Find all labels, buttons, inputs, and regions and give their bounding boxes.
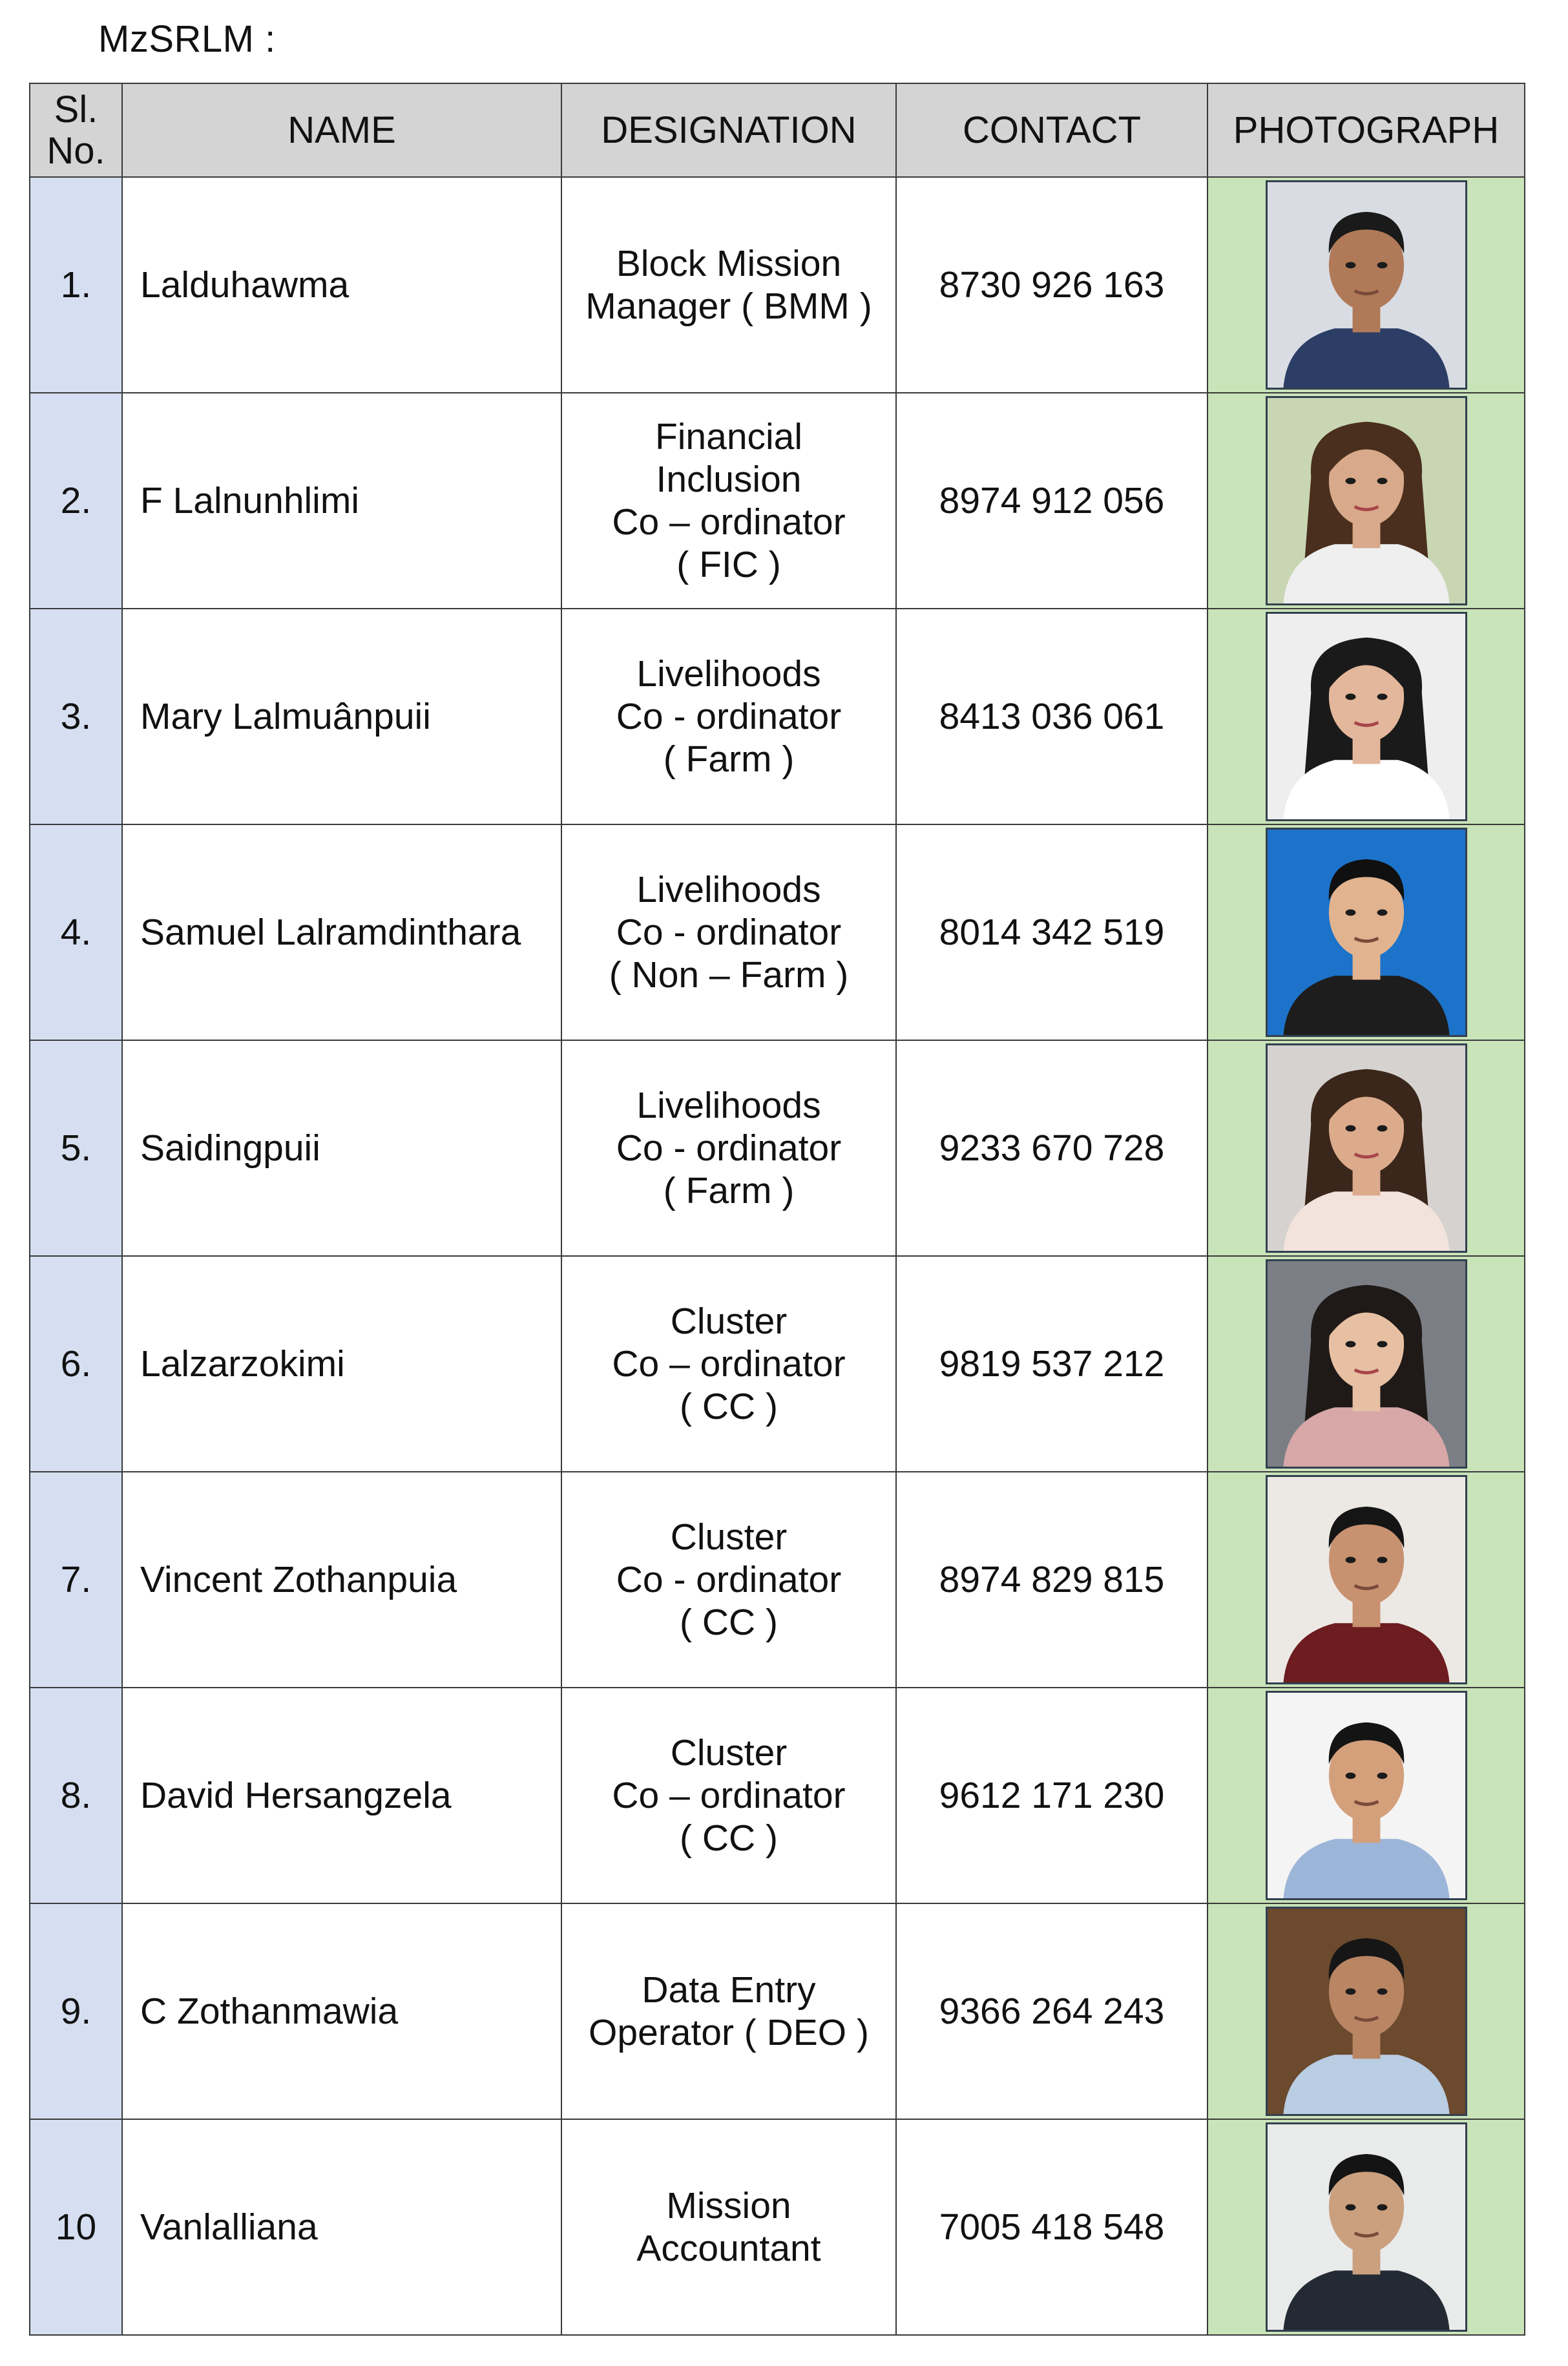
row-name: Samuel Lalramdinthara (122, 824, 561, 1040)
row-designation: Cluster Co – ordinator ( CC ) (561, 1256, 896, 1472)
row-photo-cell (1207, 177, 1525, 393)
female-portrait-icon (1268, 1261, 1465, 1467)
table-row (30, 2119, 1525, 2335)
header-photograph: PHOTOGRAPH (1207, 83, 1525, 177)
male-portrait-icon (1268, 1909, 1465, 2114)
table-header (30, 83, 1525, 177)
table-row (30, 177, 1525, 393)
photograph (1266, 2122, 1467, 2332)
row-slno: 2. (30, 393, 122, 609)
row-designation: Cluster Co – ordinator ( CC ) (561, 1688, 896, 1903)
table-row (30, 1688, 1525, 1903)
row-name: Mary Lalmuânpuii (122, 609, 561, 824)
table-body (30, 177, 1525, 2335)
table-row (30, 1903, 1525, 2119)
row-designation: Cluster Co - ordinator ( CC ) (561, 1472, 896, 1688)
photograph (1266, 396, 1467, 605)
row-slno: 8. (30, 1688, 122, 1903)
male-portrait-icon (1268, 182, 1465, 388)
header-slno: Sl. No. (30, 83, 122, 177)
male-portrait-icon (1268, 830, 1465, 1035)
header-row (30, 83, 1525, 177)
staff-table (29, 83, 1525, 2336)
photograph (1266, 612, 1467, 821)
female-portrait-icon (1268, 614, 1465, 819)
row-name: C Zothanmawia (122, 1903, 561, 2119)
female-portrait-icon (1268, 398, 1465, 603)
row-contact: 9819 537 212 (896, 1256, 1207, 1472)
male-portrait-icon (1268, 1693, 1465, 1898)
row-slno: 9. (30, 1903, 122, 2119)
row-name: F Lalnunhlimi (122, 393, 561, 609)
row-contact: 9612 171 230 (896, 1688, 1207, 1903)
page-heading: MzSRLM : (98, 18, 276, 60)
row-contact: 8974 912 056 (896, 393, 1207, 609)
row-photo-cell (1207, 1040, 1525, 1256)
female-portrait-icon (1268, 1045, 1465, 1251)
row-designation: Data Entry Operator ( DEO ) (561, 1903, 896, 2119)
row-photo-cell (1207, 1472, 1525, 1688)
row-photo-cell (1207, 609, 1525, 824)
row-name: Saidingpuii (122, 1040, 561, 1256)
photograph (1266, 1907, 1467, 2116)
row-slno: 1. (30, 177, 122, 393)
header-name: NAME (122, 83, 561, 177)
row-contact: 9366 264 243 (896, 1903, 1207, 2119)
table-row (30, 393, 1525, 609)
row-name: Lalzarzokimi (122, 1256, 561, 1472)
row-contact: 8413 036 061 (896, 609, 1207, 824)
header-contact: CONTACT (896, 83, 1207, 177)
row-designation: Livelihoods Co - ordinator ( Farm ) (561, 609, 896, 824)
row-slno: 3. (30, 609, 122, 824)
row-name: David Hersangzela (122, 1688, 561, 1903)
table-row (30, 1472, 1525, 1688)
table-row (30, 1256, 1525, 1472)
row-contact: 7005 418 548 (896, 2119, 1207, 2335)
row-name: Vincent Zothanpuia (122, 1472, 561, 1688)
row-designation: Financial Inclusion Co – ordinator ( FIC ) (561, 393, 896, 609)
row-photo-cell (1207, 2119, 1525, 2335)
row-designation: Livelihoods Co - ordinator ( Non – Farm ) (561, 824, 896, 1040)
row-name: Lalduhawma (122, 177, 561, 393)
row-contact: 8730 926 163 (896, 177, 1207, 393)
row-photo-cell (1207, 1903, 1525, 2119)
row-slno: 4. (30, 824, 122, 1040)
photograph (1266, 1475, 1467, 1684)
row-slno: 7. (30, 1472, 122, 1688)
row-photo-cell (1207, 824, 1525, 1040)
row-designation: Mission Accountant (561, 2119, 896, 2335)
photograph (1266, 1259, 1467, 1469)
header-designation: DESIGNATION (561, 83, 896, 177)
row-slno: 10 (30, 2119, 122, 2335)
photograph (1266, 180, 1467, 390)
row-designation: Livelihoods Co - ordinator ( Farm ) (561, 1040, 896, 1256)
row-contact: 8014 342 519 (896, 824, 1207, 1040)
row-photo-cell (1207, 1256, 1525, 1472)
row-slno: 5. (30, 1040, 122, 1256)
table-row (30, 1040, 1525, 1256)
photograph (1266, 828, 1467, 1037)
row-photo-cell (1207, 1688, 1525, 1903)
row-photo-cell (1207, 393, 1525, 609)
table-row (30, 824, 1525, 1040)
row-contact: 8974 829 815 (896, 1472, 1207, 1688)
row-designation: Block Mission Manager ( BMM ) (561, 177, 896, 393)
table-row (30, 609, 1525, 824)
row-name: Vanlalliana (122, 2119, 561, 2335)
row-contact: 9233 670 728 (896, 1040, 1207, 1256)
photograph (1266, 1691, 1467, 1900)
row-slno: 6. (30, 1256, 122, 1472)
male-portrait-icon (1268, 1477, 1465, 1682)
male-portrait-icon (1268, 2124, 1465, 2330)
photograph (1266, 1043, 1467, 1253)
